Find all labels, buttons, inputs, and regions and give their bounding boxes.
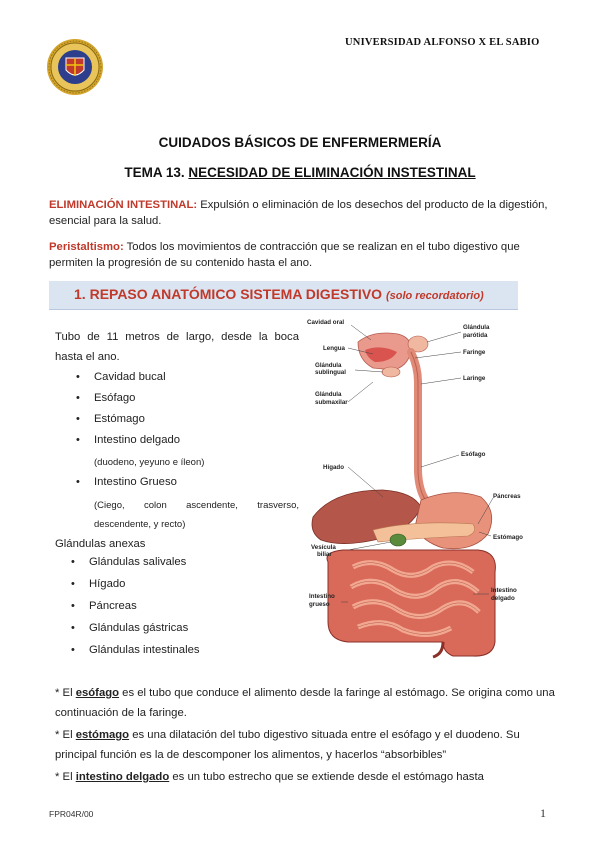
list-item-glandulas-gastricas xyxy=(71,622,189,634)
note-term: estómago xyxy=(75,729,130,741)
topic-title xyxy=(0,165,600,180)
intestino-delgado-detail: (duodeno, yeyuno e íleon) xyxy=(94,457,205,468)
list-item-pancreas xyxy=(71,600,137,612)
definition-eliminacion xyxy=(49,198,554,229)
bullet-icon: • xyxy=(71,600,75,612)
label-glandula-submaxilar-2: submaxilar xyxy=(315,399,348,406)
note-prefix: * El xyxy=(55,687,76,699)
note-text: es un tubo estrecho que se extiende desde el estómago hasta xyxy=(169,771,484,783)
label-cavidad-oral: Cavidad oral xyxy=(307,319,345,326)
page-number: 1 xyxy=(540,806,546,820)
list-item-cavidad-bucal xyxy=(76,371,166,383)
label-estomago: Estómago xyxy=(493,534,523,541)
bullet-icon: • xyxy=(76,371,80,383)
rectum-shape xyxy=(433,642,443,657)
document-code: FPR04R/00 xyxy=(49,809,94,819)
section-note: (solo recordatorio) xyxy=(385,290,484,302)
definition-text: Expulsión o eliminación de los desechos del producto de la digestión, esencial para la salud. xyxy=(49,199,548,227)
label-glandula-sublingual-1: Glándula xyxy=(315,362,342,369)
label-intestino-grueso-1: Intestino xyxy=(309,593,335,600)
note-esofago xyxy=(55,683,555,723)
list-item-label: Glándulas gástricas xyxy=(89,622,189,634)
label-higado: Hígado xyxy=(323,464,344,471)
list-item-glandulas-salivales xyxy=(71,556,187,568)
definition-peristaltismo xyxy=(49,240,554,271)
definition-term: ELIMINACIÓN INTESTINAL: xyxy=(49,199,198,211)
list-item-label: Glándulas intestinales xyxy=(89,644,200,656)
bullet-icon: • xyxy=(76,392,80,404)
list-item-intestino-grueso xyxy=(76,476,177,488)
list-item-label: Intestino delgado xyxy=(94,434,181,446)
list-item-glandulas-intestinales xyxy=(71,644,200,656)
label-lengua: Lengua xyxy=(323,345,346,352)
intro-text: Tubo de 11 metros de largo, desde la boca hasta el ano. xyxy=(55,331,299,363)
note-term: intestino delgado xyxy=(75,771,170,783)
label-glandula-submaxilar-1: Glándula xyxy=(315,391,342,398)
intestino-grueso-detail: (Ciego, colon ascendente, trasverso, descendente, y recto) xyxy=(94,500,299,530)
note-intestino-delgado xyxy=(55,767,555,787)
note-estomago xyxy=(55,725,555,765)
list-item-label: Páncreas xyxy=(89,600,137,612)
list-item-label: Estómago xyxy=(94,413,145,425)
label-glandula-sublingual-2: sublingual xyxy=(315,369,346,376)
document-title: CUIDADOS BÁSICOS DE ENFERMERMERÍA xyxy=(158,135,442,150)
label-pancreas: Páncreas xyxy=(493,493,521,500)
label-intestino-delgado-2: delgado xyxy=(491,595,515,602)
bullet-icon: • xyxy=(76,476,80,488)
list-item-label: Hígado xyxy=(89,578,126,590)
label-glandula-parotida-1: Glándula xyxy=(463,324,490,331)
section-number: 1. xyxy=(74,286,86,302)
bullet-icon: • xyxy=(71,556,75,568)
bullet-icon: • xyxy=(71,644,75,656)
note-prefix: * El xyxy=(55,729,76,741)
label-faringe: Faringe xyxy=(463,349,486,356)
annex-title: Glándulas anexas xyxy=(55,538,146,550)
topic-name: NECESIDAD DE ELIMINACIÓN INSTESTINAL xyxy=(188,165,476,180)
list-item-esofago xyxy=(76,392,136,404)
list-item-label: Cavidad bucal xyxy=(94,371,166,383)
list-item-intestino-delgado xyxy=(76,434,181,446)
list-item-estomago xyxy=(76,413,145,425)
note-prefix: * El xyxy=(55,771,76,783)
list-item-label: Glándulas salivales xyxy=(89,556,187,568)
definition-term: Peristaltismo: xyxy=(49,241,124,253)
bullet-icon: • xyxy=(76,434,80,446)
label-vesicula-2: biliar xyxy=(317,551,332,558)
gallbladder-shape xyxy=(390,534,406,546)
section-title: REPASO ANATÓMICO SISTEMA DIGESTIVO xyxy=(89,286,383,302)
university-header: UNIVERSIDAD ALFONSO X EL SABIO xyxy=(345,37,540,48)
topic-prefix: TEMA 13. xyxy=(124,165,189,180)
list-item-label: Esófago xyxy=(94,392,136,404)
note-text: es el tubo que conduce el alimento desde la faringe al estómago. Se origina como una continuación de la faringe. xyxy=(55,687,555,719)
list-item-higado xyxy=(71,578,126,590)
note-term: esófago xyxy=(75,687,120,699)
label-intestino-grueso-2: grueso xyxy=(309,601,330,608)
section-heading xyxy=(74,286,484,302)
bullet-icon: • xyxy=(71,622,75,634)
label-esofago: Esófago xyxy=(461,451,486,458)
university-seal-logo xyxy=(46,38,104,96)
definition-text: Todos los movimientos de contracción que se realizan en el tubo digestivo que permiten la progresión de su contenido hasta el ano. xyxy=(49,241,520,269)
list-item-label: Intestino Grueso xyxy=(94,476,177,488)
note-text: es una dilatación del tubo digestivo situada entre el esófago y el duodeno. Su principal función es la de descomponer los alimentos, y hacerlos “absorbibles” xyxy=(55,729,520,761)
bullet-icon: • xyxy=(76,413,80,425)
label-intestino-delgado-1: Intestino xyxy=(491,587,517,594)
label-vesicula-1: Vesícula xyxy=(311,544,336,551)
digestive-system-diagram xyxy=(303,312,548,662)
label-glandula-parotida-2: parótida xyxy=(463,332,488,339)
bullet-icon: • xyxy=(71,578,75,590)
label-laringe: Laringe xyxy=(463,375,486,382)
